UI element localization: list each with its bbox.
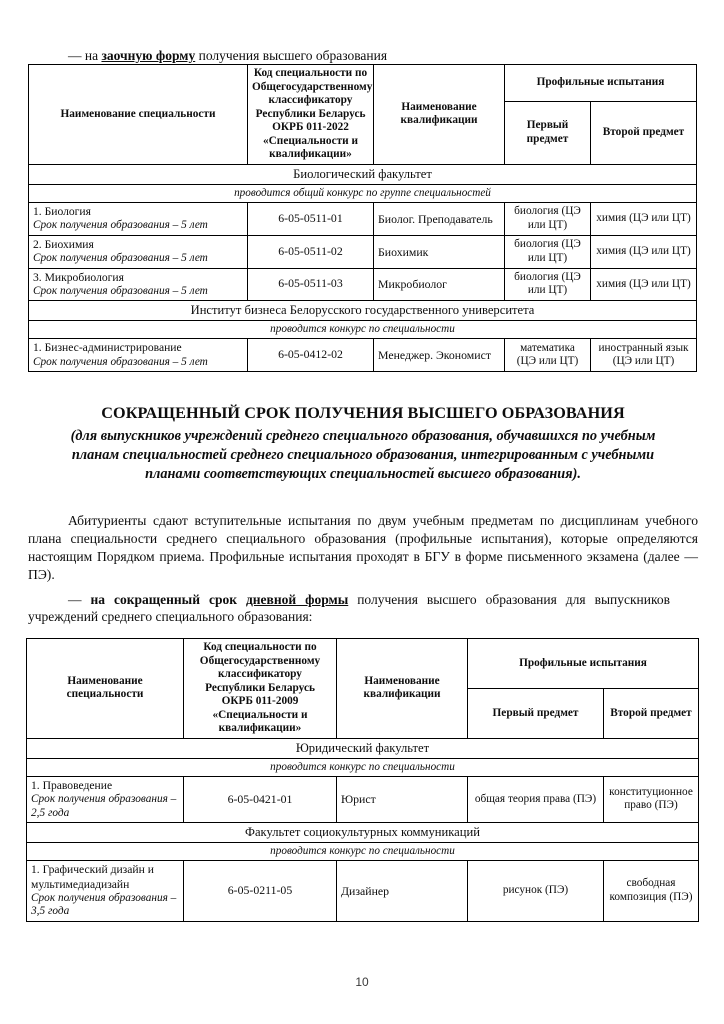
specialty-term: Срок получения образования – 3,5 года xyxy=(31,892,177,918)
cell-qualification: Биохимик xyxy=(374,235,505,268)
section-heading-block xyxy=(28,403,698,485)
specialty-name: 1. Правоведение xyxy=(31,778,113,792)
th-qualification: Наименование квалификации xyxy=(374,65,505,165)
cell-code: 6-05-0211-05 xyxy=(184,861,337,922)
em-dash: — xyxy=(68,592,91,607)
cell-second-subject: конституционное право (ПЭ) xyxy=(604,776,699,822)
table1-head xyxy=(29,65,697,165)
cell-first-subject: общая теория права (ПЭ) xyxy=(468,776,604,822)
cell-code: 6-05-0511-02 xyxy=(248,235,374,268)
specialties-table-shortened-daytime xyxy=(26,638,699,922)
competition-note: проводится конкурс по специальности xyxy=(29,321,697,339)
faculty-heading-row xyxy=(29,301,697,321)
specialty-name: 2. Биохимия xyxy=(33,237,94,251)
th-first-subject: Первый предмет xyxy=(505,101,591,164)
faculty-name: Биологический факультет xyxy=(29,164,697,184)
cell-specialty xyxy=(29,235,248,268)
cell-second-subject: химия (ЦЭ или ЦТ) xyxy=(591,268,697,301)
competition-note: проводится конкурс по специальности xyxy=(27,842,699,860)
cell-code: 6-05-0412-02 xyxy=(248,339,374,372)
faculty-name: Факультет социокультурных коммуникаций xyxy=(27,823,699,843)
lead-in-emphasis: заочную форму xyxy=(101,48,196,63)
specialty-name: 1. Биология xyxy=(33,204,91,218)
cell-qualification: Дизайнер xyxy=(337,861,468,922)
cell-code: 6-05-0511-01 xyxy=(248,202,374,235)
cell-first-subject: биология (ЦЭ или ЦТ) xyxy=(505,268,591,301)
cell-code: 6-05-0511-03 xyxy=(248,268,374,301)
cell-specialty xyxy=(29,339,248,372)
th-profile-tests: Профильные испытания xyxy=(505,65,697,102)
specialty-term: Срок получения образования – 5 лет xyxy=(33,355,208,368)
page-subtitle: (для выпускников учреждений среднего специального образования, обучавшихся по учебным планам специальностей среднего специального образования, интегрированным с учебными планами соответствующих специальностей высшего образования). xyxy=(70,428,656,483)
th-specialty-code: Код специальности по Общегосударственному классификатору Республики Беларусь ОКРБ 011-2022 «Специальности и квалификации» xyxy=(248,65,374,165)
cell-qualification: Микробиолог xyxy=(374,268,505,301)
competition-note-row xyxy=(29,321,697,339)
specialty-name: 3. Микробиология xyxy=(33,270,124,284)
th-second-subject: Второй предмет xyxy=(591,101,697,164)
cell-first-subject: математика (ЦЭ или ЦТ) xyxy=(505,339,591,372)
th-specialty-code: Код специальности по Общегосударственному классификатору Республики Беларусь ОКРБ 011-2009 «Специальности и квалификации» xyxy=(184,639,337,739)
competition-note-row xyxy=(29,184,697,202)
lead-in-plain-after: получения высшего образования xyxy=(195,48,388,63)
lead-in-zaochnaya xyxy=(28,48,698,65)
table1-body xyxy=(29,164,697,371)
lead-in-dnevnaya xyxy=(28,592,698,626)
faculty-heading-row xyxy=(27,738,699,758)
lead-in-bold-before: на сокращенный срок xyxy=(90,592,246,607)
page-title: СОКРАЩЕННЫЙ СРОК ПОЛУЧЕНИЯ ВЫСШЕГО ОБРАЗОВАНИЯ xyxy=(101,404,625,422)
specialty-term: Срок получения образования – 2,5 года xyxy=(31,793,177,819)
th-second-subject: Второй предмет xyxy=(604,688,699,738)
competition-note: проводится конкурс по специальности xyxy=(27,758,699,776)
faculty-heading-row xyxy=(29,164,697,184)
th-first-subject: Первый предмет xyxy=(468,688,604,738)
cell-specialty xyxy=(29,268,248,301)
lead-in-plain-before: на xyxy=(84,48,102,63)
table-row xyxy=(27,776,699,822)
specialty-name: 1. Графический дизайн и мультимедиадизайн xyxy=(31,863,154,891)
faculty-heading-row xyxy=(27,823,699,843)
specialty-term: Срок получения образования – 5 лет xyxy=(33,252,208,265)
specialty-term: Срок получения образования – 5 лет xyxy=(33,219,208,232)
cell-qualification: Биолог. Преподаватель xyxy=(374,202,505,235)
th-specialty-name: Наименование специальности xyxy=(29,65,248,165)
table-row xyxy=(27,861,699,922)
em-dash: — xyxy=(68,48,85,63)
table2-head xyxy=(27,639,699,739)
table-row xyxy=(29,235,697,268)
table2-header-row-1 xyxy=(27,639,699,689)
lead-in-plain-after: получения высшего образования для выпускников учреждений среднего специального образования: xyxy=(28,592,670,624)
th-qualification: Наименование квалификации xyxy=(337,639,468,739)
table-row xyxy=(29,268,697,301)
competition-note-row xyxy=(27,842,699,860)
competition-note-row xyxy=(27,758,699,776)
competition-note: проводится общий конкурс по группе специальностей xyxy=(29,184,697,202)
cell-code: 6-05-0421-01 xyxy=(184,776,337,822)
cell-second-subject: иностранный язык (ЦЭ или ЦТ) xyxy=(591,339,697,372)
faculty-name: Институт бизнеса Белорусского государственного университета xyxy=(29,301,697,321)
table-row xyxy=(29,339,697,372)
specialty-term: Срок получения образования – 5 лет xyxy=(33,285,208,298)
table2-body xyxy=(27,738,699,921)
specialty-name: 1. Бизнес-администрирование xyxy=(33,341,182,355)
cell-qualification: Менеджер. Экономист xyxy=(374,339,505,372)
cell-specialty xyxy=(29,202,248,235)
lead-in-emphasis: дневной формы xyxy=(245,592,349,607)
table1-header-row-1 xyxy=(29,65,697,102)
th-profile-tests: Профильные испытания xyxy=(468,639,699,689)
cell-first-subject: биология (ЦЭ или ЦТ) xyxy=(505,202,591,235)
faculty-name: Юридический факультет xyxy=(27,738,699,758)
cell-first-subject: биология (ЦЭ или ЦТ) xyxy=(505,235,591,268)
cell-specialty xyxy=(27,776,184,822)
cell-qualification: Юрист xyxy=(337,776,468,822)
cell-second-subject: свободная композиция (ПЭ) xyxy=(604,861,699,922)
cell-second-subject: химия (ЦЭ или ЦТ) xyxy=(591,235,697,268)
th-specialty-name: Наименование специальности xyxy=(27,639,184,739)
cell-first-subject: рисунок (ПЭ) xyxy=(468,861,604,922)
cell-second-subject: химия (ЦЭ или ЦТ) xyxy=(591,202,697,235)
specialties-table-correspondence xyxy=(28,64,697,372)
table-row xyxy=(29,202,697,235)
body-paragraph: Абитуриенты сдают вступительные испытания по двум учебным предметам по дисциплинам учебного плана специальности среднего специального образования (профильные испытания), которые определяются настоящим Порядком приема. Профильные испытания проходят в БГУ в форме письменного экзамена (далее — ПЭ). xyxy=(28,513,698,583)
cell-specialty xyxy=(27,861,184,922)
page-number: 10 xyxy=(355,975,369,989)
